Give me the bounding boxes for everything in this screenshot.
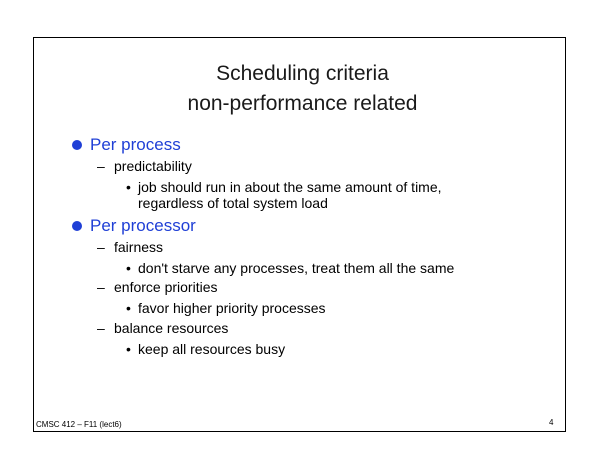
sub-item-label: favor higher priority processes — [138, 300, 326, 316]
sub-item-label: don't starve any processes, treat them all the same — [138, 260, 455, 276]
slide-title-line-1: Scheduling criteria — [216, 62, 389, 85]
list-item-label: predictability — [114, 158, 192, 174]
sub-item-label: job should run in about the same amount of time, — [138, 179, 442, 195]
footer-page-number: 4 — [549, 418, 554, 427]
small-bullet-icon: • — [126, 179, 131, 195]
small-bullet-icon: • — [126, 341, 131, 357]
dash-bullet-icon: – — [97, 279, 105, 295]
bullet-dot-icon — [72, 221, 82, 231]
footer-course-label: CMSC 412 – F11 (lect6) — [36, 420, 122, 429]
bullet-dot-icon — [72, 140, 82, 150]
sub-item-label: regardless of total system load — [138, 195, 328, 211]
dash-bullet-icon: – — [97, 158, 105, 174]
section-heading-label: Per process — [90, 135, 181, 154]
list-item-label: balance resources — [114, 320, 229, 336]
list-item-label: enforce priorities — [114, 279, 218, 295]
section-heading-label: Per processor — [90, 216, 196, 235]
list-item-label: fairness — [114, 239, 164, 255]
slide-title-line-2: non-performance related — [187, 92, 418, 115]
sub-item-label: keep all resources busy — [138, 341, 286, 357]
small-bullet-icon: • — [126, 260, 131, 276]
dash-bullet-icon: – — [97, 239, 105, 255]
small-bullet-icon: • — [126, 300, 131, 316]
dash-bullet-icon: – — [97, 320, 105, 336]
